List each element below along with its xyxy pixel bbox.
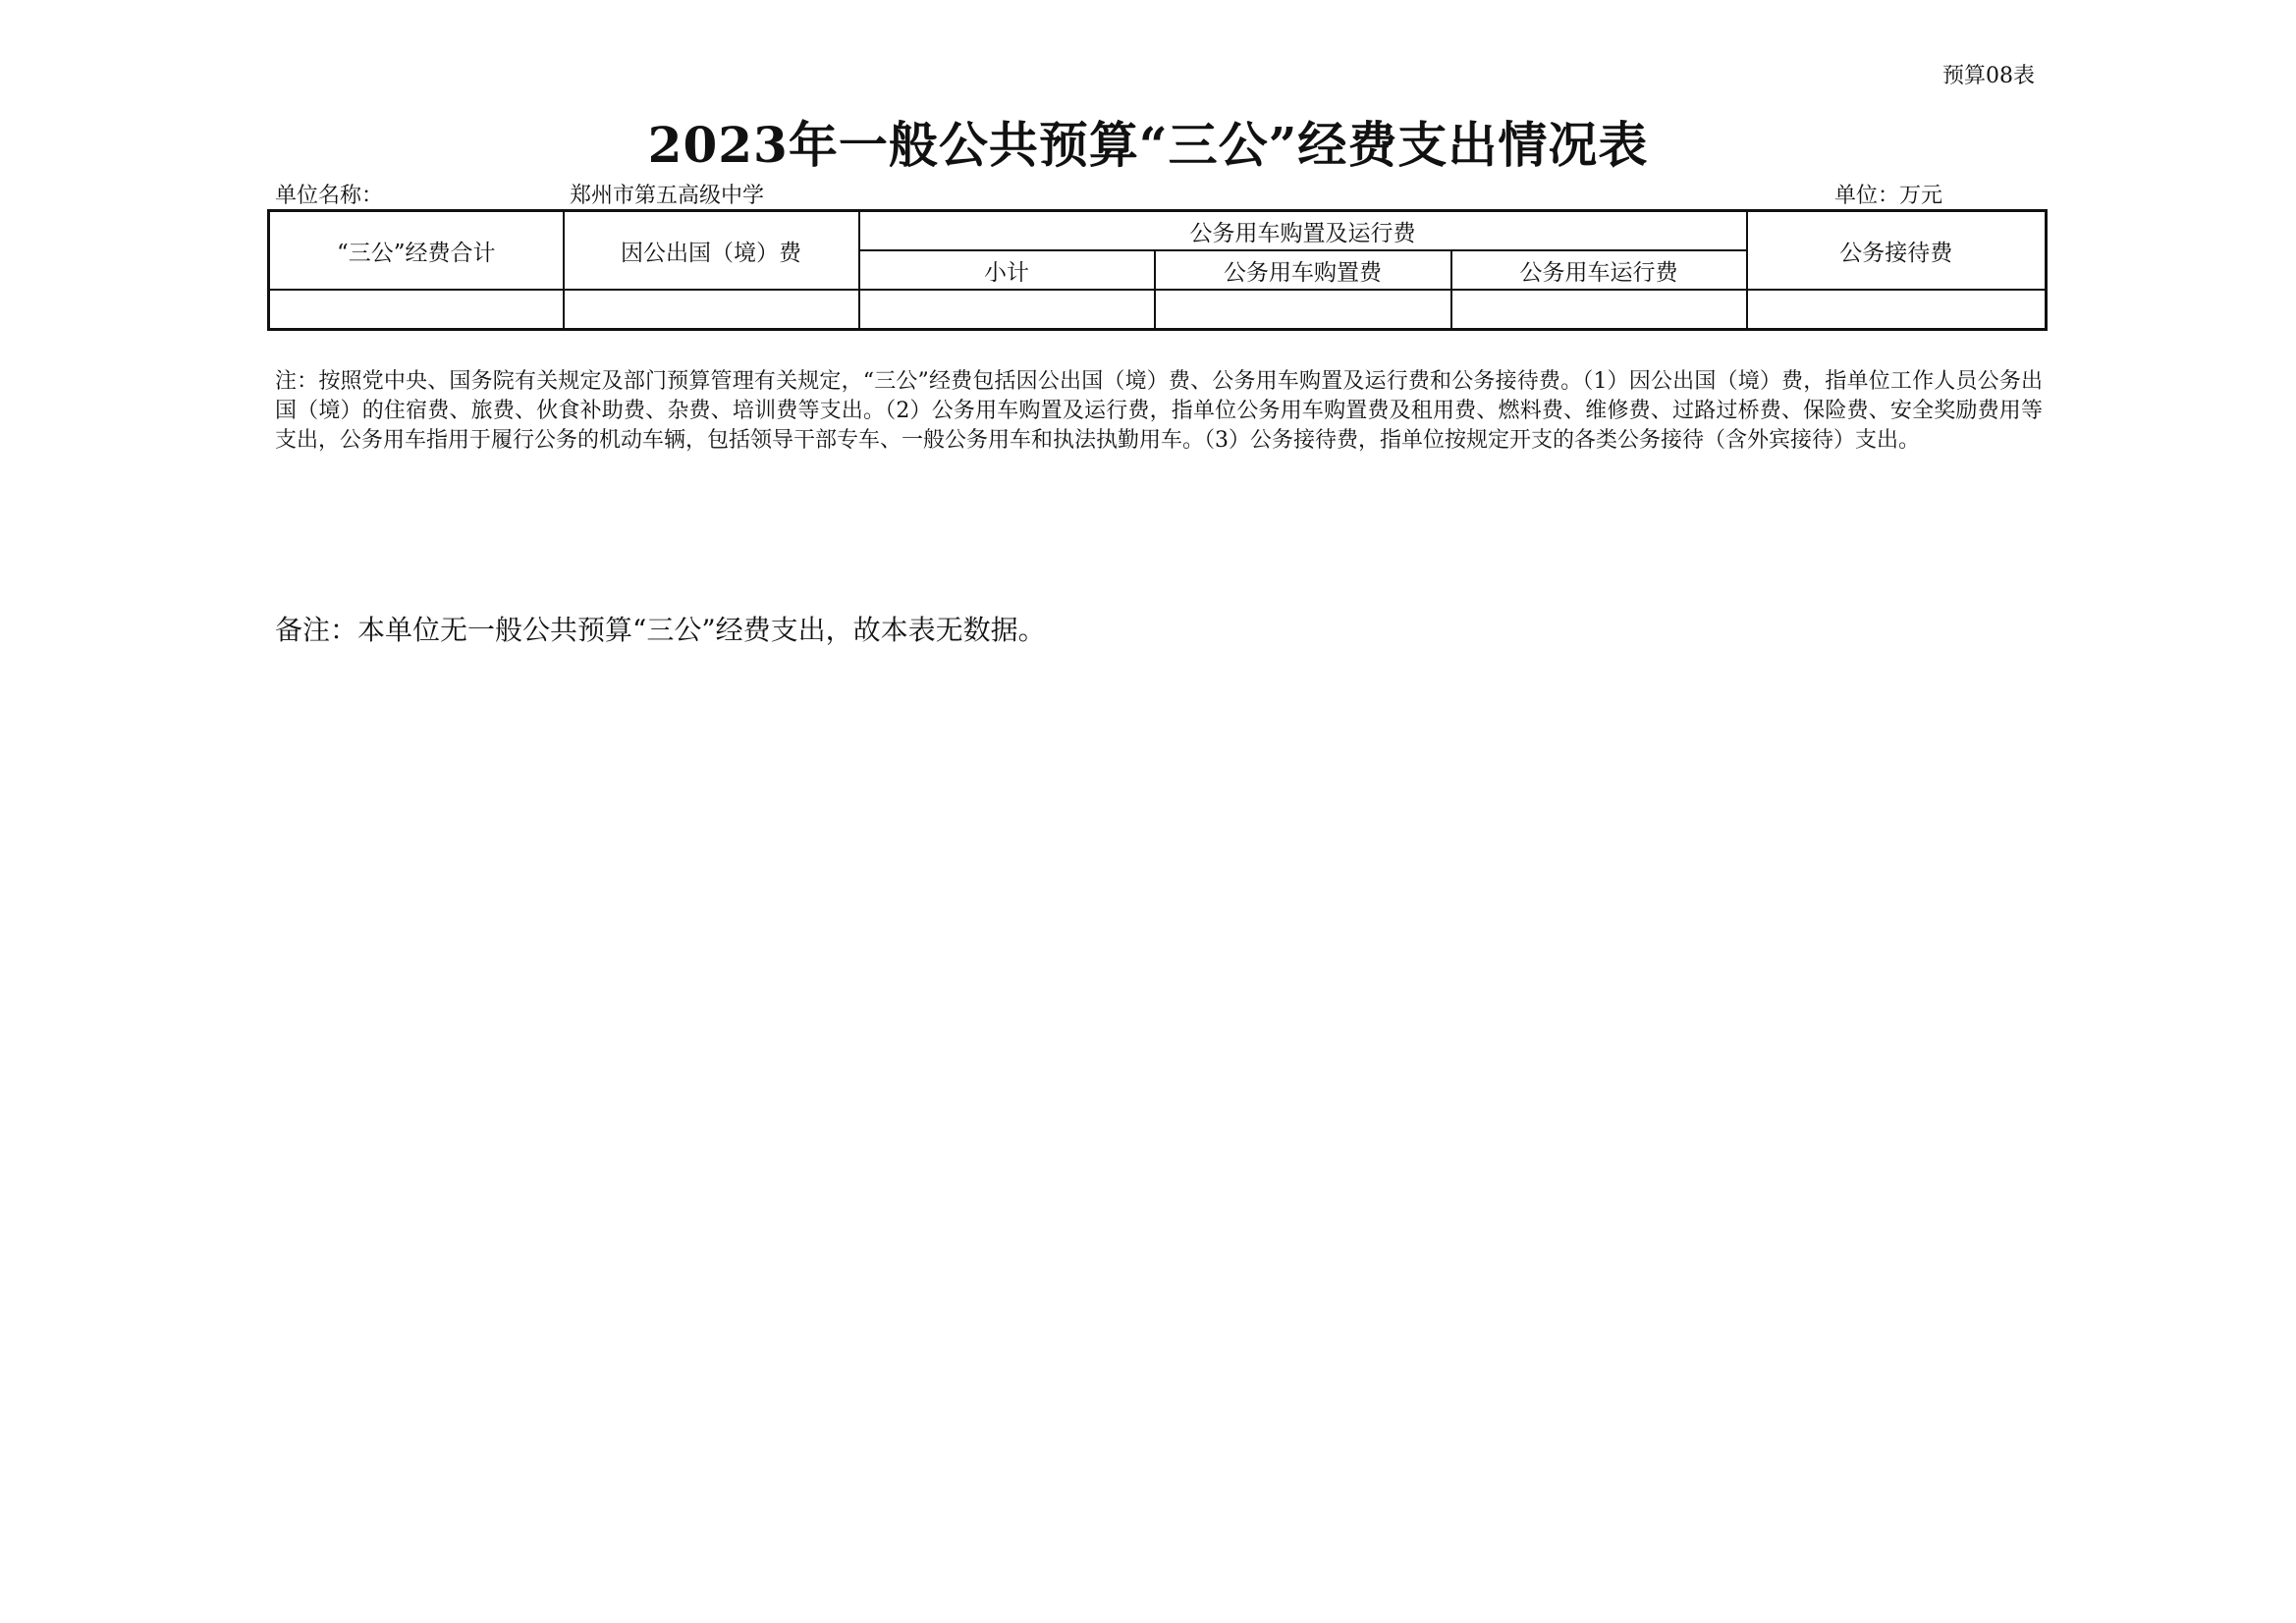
unit-name-label: 单位名称： (275, 184, 384, 208)
cell-reception (1747, 290, 2047, 330)
cell-overseas (564, 290, 859, 330)
unit-name-value: 郑州市第五高级中学 (570, 184, 765, 208)
header-vehicle-purchase: 公务用车购置费 (1155, 250, 1451, 290)
explanatory-note: 注：按照党中央、国务院有关规定及部门预算管理有关规定，“三公”经费包括因公出国（境）费、公务用车购置及运行费和公务接待费。（1）因公出国（境）费，指单位工作人员公务出国（境）的住宿费、旅费、伙食补助费、杂费、培训费等支出。（2）公务用车购置及运行费，指单位公务用车购置费及租用费、燃料费、维修费、过路过桥费、保险费、安全奖励费用等支出，公务用车指用于履行公务的机动车辆，包括领导干部专车、一般公务用车和执法执勤用车。（3）公务接待费，指单位按规定开支的各类公务接待（含外宾接待）支出。 (275, 369, 2043, 453)
remark: 备注：本单位无一般公共预算“三公”经费支出，故本表无数据。 (275, 614, 1046, 646)
header-vehicle-group: 公务用车购置及运行费 (859, 211, 1747, 251)
table-header-row (269, 211, 2047, 251)
header-overseas: 因公出国（境）费 (564, 211, 859, 291)
header-total: “三公”经费合计 (269, 211, 564, 291)
cell-subtotal (859, 290, 1155, 330)
header-vehicle-operation: 公务用车运行费 (1451, 250, 1747, 290)
three-public-expense-table (267, 209, 2048, 331)
cell-vehicle-operation (1451, 290, 1747, 330)
form-number: 预算08表 (1942, 64, 2035, 88)
header-reception: 公务接待费 (1747, 211, 2047, 291)
cell-total (269, 290, 564, 330)
header-subtotal: 小计 (859, 250, 1155, 290)
page-title: 2023年一般公共预算“三公”经费支出情况表 (647, 116, 1649, 174)
table-row (269, 290, 2047, 330)
currency-unit-label: 单位：万元 (1834, 184, 1943, 208)
cell-vehicle-purchase (1155, 290, 1451, 330)
